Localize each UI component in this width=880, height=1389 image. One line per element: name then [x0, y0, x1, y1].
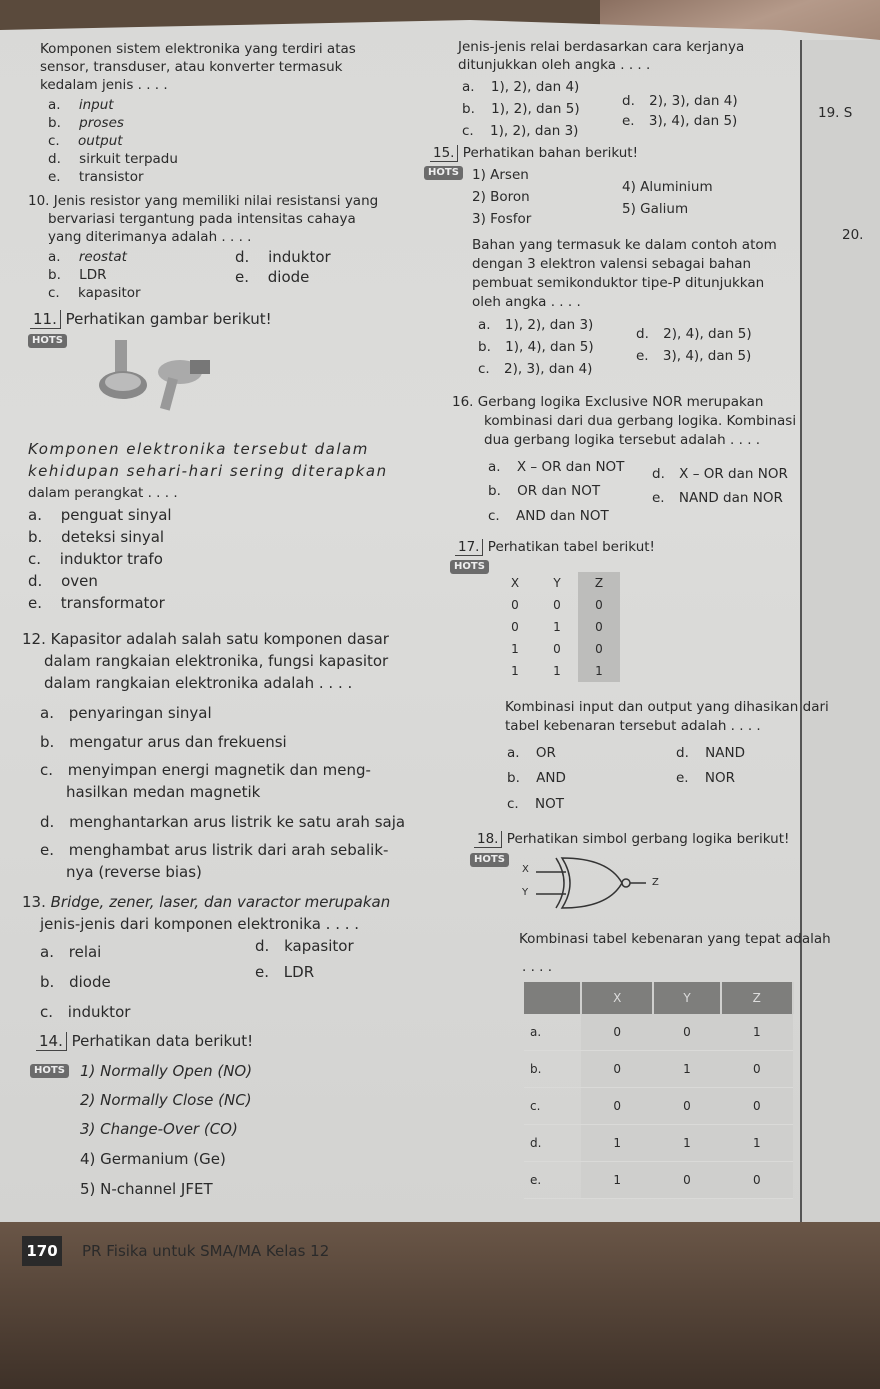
q10-option-e: [235, 268, 309, 286]
q14-option-d: [622, 92, 738, 110]
q11-option-b: [28, 528, 164, 546]
list-item: 5) Galium: [622, 201, 689, 217]
q17-option-c: [507, 795, 564, 813]
q12-line: Kapasitor adalah salah satu komponen dasar: [50, 630, 389, 648]
option-letter: a.: [48, 249, 61, 265]
question-number: 13.: [22, 893, 46, 911]
option-text: X – OR dan NOT: [516, 459, 625, 475]
cell: 0: [511, 598, 519, 612]
table-row: [494, 616, 620, 638]
cell: 1: [553, 664, 561, 678]
cell: 1: [721, 1014, 793, 1051]
table-header-row: [524, 982, 793, 1014]
q13-line: Bridge, zener, laser, dan varactor merupakan: [50, 893, 391, 911]
q12-line-first: [22, 630, 389, 648]
q14-option-c: [462, 122, 578, 140]
option-text: 1), 2), dan 4): [490, 79, 580, 95]
text-span: [115, 340, 127, 375]
list-item: 1) Normally Open (NO): [80, 1062, 253, 1080]
option-text: OR dan NOT: [517, 483, 601, 499]
cell: d.: [524, 1125, 581, 1162]
hots-badge: HOTS: [470, 853, 509, 867]
list-item: 5) N-channel JFET: [80, 1180, 213, 1198]
q13-option-d: [255, 937, 354, 955]
q16-option-a: [488, 458, 624, 476]
q16-option-b: [488, 482, 600, 500]
option-text: oven: [61, 572, 98, 590]
q14-line: Jenis-jenis relai berdasarkan cara kerjanya: [458, 39, 745, 55]
q11-option-a: [28, 506, 172, 524]
option-letter: b.: [488, 483, 501, 499]
cell: 0: [578, 638, 620, 660]
option-letter: e.: [622, 113, 635, 129]
gate-input-y-label: Y: [522, 887, 529, 898]
q18-line: Kombinasi tabel kebenaran yang tepat adalah: [519, 931, 831, 947]
q13-option-c: [40, 1003, 130, 1021]
option-letter: c.: [48, 133, 60, 149]
cell: 1: [511, 664, 519, 678]
text-span: [536, 872, 566, 894]
q15-option-c: [478, 360, 592, 378]
q16-line: Gerbang logika Exclusive NOR merupakan: [477, 394, 764, 410]
option-text: 3), 4), dan 5): [648, 113, 738, 129]
list-item: 4) Germanium (Ge): [80, 1150, 226, 1168]
option-text: menghantarkan arus listrik ke satu arah saja: [69, 813, 406, 831]
option-letter: d.: [652, 466, 665, 482]
q13-line-first: [22, 893, 390, 911]
q17-option-e: [676, 769, 735, 787]
q16-option-e: [652, 489, 783, 507]
table-row: [524, 1051, 793, 1088]
option-text: transistor: [78, 169, 144, 185]
q10-option-a: [48, 248, 127, 266]
q10-line: Jenis resistor yang memiliki nilai resistansi yang: [53, 193, 379, 209]
q9-option-e: [48, 168, 144, 186]
option-text: induktor: [268, 248, 331, 266]
q16-line: kombinasi dari dua gerbang logika. Kombinasi: [484, 413, 797, 429]
option-letter: d.: [676, 745, 689, 761]
cell: 0: [581, 1051, 653, 1088]
option-text: diode: [69, 973, 111, 991]
option-letter: d.: [40, 813, 55, 831]
q15-option-d: [636, 325, 752, 343]
list-item: 2) Boron: [472, 189, 530, 205]
table-row: [524, 1125, 793, 1162]
option-letter: e.: [28, 594, 42, 612]
q9-option-d: [48, 150, 178, 168]
option-letter: b.: [40, 733, 55, 751]
table-header: Y: [653, 982, 720, 1014]
q11-option-e: [28, 594, 165, 612]
question-number: 14.: [36, 1032, 67, 1051]
gate-input-x-label: X: [522, 864, 529, 875]
q14-option-b: [462, 100, 580, 118]
option-text: NAND dan NOR: [678, 490, 783, 506]
cell: 0: [721, 1162, 793, 1199]
q17-option-d: [676, 744, 745, 762]
q15-option-e: [636, 347, 751, 365]
next-page-edge: [800, 40, 880, 1222]
question-number: 17.: [455, 539, 483, 556]
q16-line-first: [452, 393, 763, 411]
q17-option-a: [507, 744, 556, 762]
option-text: 2), 3), dan 4): [649, 93, 738, 109]
option-letter: c.: [28, 550, 42, 568]
option-letter: b.: [48, 115, 61, 131]
option-text: induktor trafo: [59, 550, 163, 568]
option-text: AND: [536, 770, 566, 786]
option-letter: e.: [676, 770, 689, 786]
question-11-title: [30, 310, 272, 328]
q12-option-e: [40, 841, 388, 859]
option-letter: a.: [488, 459, 501, 475]
q18-line: . . . .: [522, 959, 553, 975]
question-title: Perhatikan gambar berikut!: [65, 310, 272, 328]
q15-option-a: [478, 316, 593, 334]
option-letter: e.: [636, 348, 649, 364]
next-page-q20: 20.: [842, 227, 864, 243]
table-header: X: [581, 982, 653, 1014]
option-letter: d.: [235, 248, 250, 266]
cell: 1: [581, 1162, 653, 1199]
q9-option-c: [48, 132, 123, 150]
q15-option-b: [478, 338, 594, 356]
option-text: AND dan NOT: [516, 508, 609, 524]
option-text: transformator: [60, 594, 165, 612]
q10-line: yang diterimanya adalah . . . .: [48, 229, 252, 245]
option-letter: a.: [28, 506, 42, 524]
q11-line: kehidupan sehari-hari sering diterapkan: [28, 462, 388, 480]
option-letter: b.: [40, 973, 55, 991]
book-title-footer: PR Fisika untuk SMA/MA Kelas 12: [82, 1242, 330, 1260]
option-letter: a.: [507, 745, 520, 761]
table-row: [494, 638, 620, 660]
question-number: 15.: [430, 145, 458, 162]
cell: 0: [553, 598, 561, 612]
next-page-q19: 19. S: [818, 105, 853, 121]
option-text: LDR: [283, 963, 315, 981]
q12-option-b: [40, 733, 287, 751]
q16-option-d: [652, 465, 788, 483]
question-18-title: [474, 830, 789, 848]
cell: 0: [578, 594, 620, 616]
option-text: LDR: [79, 267, 107, 283]
table-row: [524, 1014, 793, 1051]
option-letter: e.: [40, 841, 54, 859]
potentiometer-image: [95, 340, 215, 420]
list-item: 1) Arsen: [472, 167, 529, 183]
option-letter: a.: [462, 79, 475, 95]
q9-line: Komponen sistem elektronika yang terdiri atas: [40, 41, 356, 57]
option-text: penguat sinyal: [60, 506, 172, 524]
hots-badge: HOTS: [28, 334, 67, 348]
q10-option-c: [48, 284, 141, 302]
text-span: [190, 360, 210, 374]
option-letter: e.: [48, 169, 61, 185]
q17-line: Kombinasi input dan output yang dihasikan dari: [505, 699, 829, 715]
option-text: 2), 4), dan 5): [663, 326, 752, 342]
cell: 0: [511, 620, 519, 634]
list-item: 4) Aluminium: [622, 179, 713, 195]
q10-option-b: [48, 266, 106, 284]
truth-table-q17: [494, 572, 620, 682]
cell: 0: [653, 1162, 720, 1199]
cell: b.: [524, 1051, 581, 1088]
option-letter: c.: [40, 761, 54, 779]
q15-line: oleh angka . . . .: [472, 294, 581, 310]
table-row: [494, 660, 620, 682]
hots-badge: HOTS: [450, 560, 489, 574]
question-number: 10.: [28, 193, 50, 209]
question-title: Perhatikan tabel berikut!: [487, 539, 655, 555]
option-text: menyimpan energi magnetik dan meng-: [67, 761, 371, 779]
option-text: penyaringan sinyal: [68, 704, 212, 722]
cell: 0: [653, 1014, 720, 1051]
option-text: X – OR dan NOR: [679, 466, 788, 482]
option-text: NOT: [535, 796, 564, 812]
cell: 1: [653, 1125, 720, 1162]
question-17-title: [455, 538, 655, 556]
cell: 0: [581, 1014, 653, 1051]
table-row: [524, 1162, 793, 1199]
q9-option-b: [48, 114, 124, 132]
cell: 0: [553, 642, 561, 656]
cell: 0: [721, 1088, 793, 1125]
option-letter: c.: [40, 1003, 54, 1021]
table-row: [494, 594, 620, 616]
q11-option-c: [28, 550, 163, 568]
option-text: sirkuit terpadu: [79, 151, 178, 167]
table-header: Z: [721, 982, 793, 1014]
q14-option-a: [462, 78, 579, 96]
q15-line: dengan 3 elektron valensi sebagai bahan: [472, 256, 752, 272]
q17-option-b: [507, 769, 566, 787]
option-text: mengatur arus dan frekuensi: [69, 733, 287, 751]
q15-line: Bahan yang termasuk ke dalam contoh atom: [472, 237, 777, 253]
question-14-title: [36, 1032, 253, 1050]
option-text: deteksi sinyal: [61, 528, 165, 546]
q12-line: dalam rangkaian elektronika, fungsi kapasitor: [44, 652, 389, 670]
q11-option-d: [28, 572, 98, 590]
question-number: 18.: [474, 831, 502, 848]
option-text: proses: [79, 115, 124, 131]
table-header: Z: [578, 572, 620, 594]
option-text: nya (reverse bias): [66, 863, 202, 881]
option-letter: b.: [507, 770, 520, 786]
option-letter: b.: [28, 528, 43, 546]
option-letter: b.: [478, 339, 491, 355]
q13-option-a: [40, 943, 101, 961]
option-text: hasilkan medan magnetik: [66, 783, 261, 801]
q10-line: bervariasi tergantung pada intensitas cahaya: [48, 211, 356, 227]
q12-line: dalam rangkaian elektronika adalah . . . .: [44, 674, 353, 692]
cell: 1: [553, 620, 561, 634]
option-text: diode: [267, 268, 310, 286]
text-span: [105, 373, 141, 391]
cell: e.: [524, 1162, 581, 1199]
hots-badge: HOTS: [30, 1064, 69, 1078]
q13-option-b: [40, 973, 111, 991]
q9-line: sensor, transduser, atau konverter termasuk: [40, 59, 343, 75]
q11-line: dalam perangkat . . . .: [28, 485, 178, 501]
option-letter: d.: [636, 326, 649, 342]
text-span: [524, 982, 793, 1199]
list-item: 3) Change-Over (CO): [80, 1120, 238, 1138]
option-letter: c.: [462, 123, 474, 139]
q12-option-d: [40, 813, 405, 831]
option-text: NOR: [704, 770, 736, 786]
q13-line: jenis-jenis dari komponen elektronika . . . .: [40, 915, 360, 933]
option-letter: d.: [622, 93, 635, 109]
option-letter: e.: [255, 963, 269, 981]
option-letter: d.: [28, 572, 43, 590]
q11-line: Komponen elektronika tersebut dalam: [28, 440, 369, 458]
question-number: 11.: [30, 310, 61, 329]
text-span: [556, 858, 564, 908]
option-text: output: [78, 133, 123, 149]
text-span: [160, 377, 178, 410]
cell: 1: [511, 642, 519, 656]
q14-line: ditunjukkan oleh angka . . . .: [458, 57, 651, 73]
option-text: NAND: [705, 745, 745, 761]
hots-badge: HOTS: [424, 166, 463, 180]
cell: c.: [524, 1088, 581, 1125]
option-letter: d.: [48, 151, 61, 167]
option-letter: a.: [48, 97, 61, 113]
option-letter: e.: [235, 268, 249, 286]
cell: 1: [653, 1051, 720, 1088]
option-letter: e.: [652, 490, 665, 506]
option-text: reostat: [78, 249, 127, 265]
option-text: 3), 4), dan 5): [662, 348, 752, 364]
q9-option-a: [48, 96, 114, 114]
option-text: menghambat arus listrik dari arah sebalik-: [68, 841, 389, 859]
option-text: OR: [535, 745, 556, 761]
option-letter: a.: [478, 317, 491, 333]
option-text: 1), 2), dan 5): [491, 101, 580, 117]
option-letter: a.: [40, 704, 54, 722]
option-text: kapasitor: [78, 285, 141, 301]
option-letter: d.: [255, 937, 270, 955]
q12-option-a: [40, 704, 212, 722]
cell: 0: [578, 616, 620, 638]
text-span: [494, 572, 620, 682]
q16-line: dua gerbang logika tersebut adalah . . . .: [484, 432, 761, 448]
question-title: Perhatikan data berikut!: [71, 1032, 254, 1050]
cell: 1: [721, 1125, 793, 1162]
option-text: induktor: [67, 1003, 131, 1021]
cell: 1: [578, 660, 620, 682]
question-number: 12.: [22, 630, 46, 648]
q16-option-c: [488, 507, 609, 525]
page-number: 170: [22, 1236, 62, 1266]
question-number: 16.: [452, 394, 474, 410]
table-row: [524, 1088, 793, 1125]
q17-line: tabel kebenaran tersebut adalah . . . .: [505, 718, 761, 734]
table-header-row: [494, 572, 620, 594]
q10-option-d: [235, 248, 331, 266]
option-text: 2), 3), dan 4): [504, 361, 593, 377]
q13-option-e: [255, 963, 314, 981]
table-header: [524, 982, 581, 1014]
option-letter: c.: [48, 285, 60, 301]
option-text: kapasitor: [284, 937, 354, 955]
option-letter: b.: [48, 267, 61, 283]
text-span: [562, 858, 622, 908]
table-header: X: [510, 576, 520, 590]
option-letter: c.: [507, 796, 519, 812]
option-text: 1), 4), dan 5): [505, 339, 594, 355]
option-text: 1), 2), dan 3): [504, 317, 594, 333]
question-title: Perhatikan simbol gerbang logika berikut!: [506, 831, 790, 847]
option-letter: c.: [478, 361, 490, 377]
cell: a.: [524, 1014, 581, 1051]
cell: 1: [581, 1125, 653, 1162]
q12-option-c: [40, 761, 371, 779]
option-text: relai: [68, 943, 102, 961]
list-item: 3) Fosfor: [472, 211, 532, 227]
option-letter: c.: [488, 508, 500, 524]
q9-line: kedalam jenis . . . .: [40, 77, 168, 93]
cell: 0: [653, 1088, 720, 1125]
option-text: input: [78, 97, 114, 113]
cell: 0: [721, 1051, 793, 1088]
question-15-title: [430, 144, 638, 162]
table-header: Y: [553, 576, 561, 590]
cell: 0: [581, 1088, 653, 1125]
xnor-gate-symbol: [518, 856, 668, 916]
gate-output-z-label: Z: [652, 877, 659, 888]
q10-line-first: [28, 192, 378, 210]
option-text: 1), 2), dan 3): [490, 123, 579, 139]
question-title: Perhatikan bahan berikut!: [462, 145, 638, 161]
q15-line: pembuat semikonduktor tipe-P ditunjukkan: [472, 275, 765, 291]
option-letter: a.: [40, 943, 54, 961]
text-span: [622, 879, 630, 887]
q14-option-e: [622, 112, 737, 130]
option-letter: b.: [462, 101, 475, 117]
list-item: 2) Normally Close (NC): [80, 1091, 252, 1109]
truth-table-q18: [524, 982, 794, 1199]
